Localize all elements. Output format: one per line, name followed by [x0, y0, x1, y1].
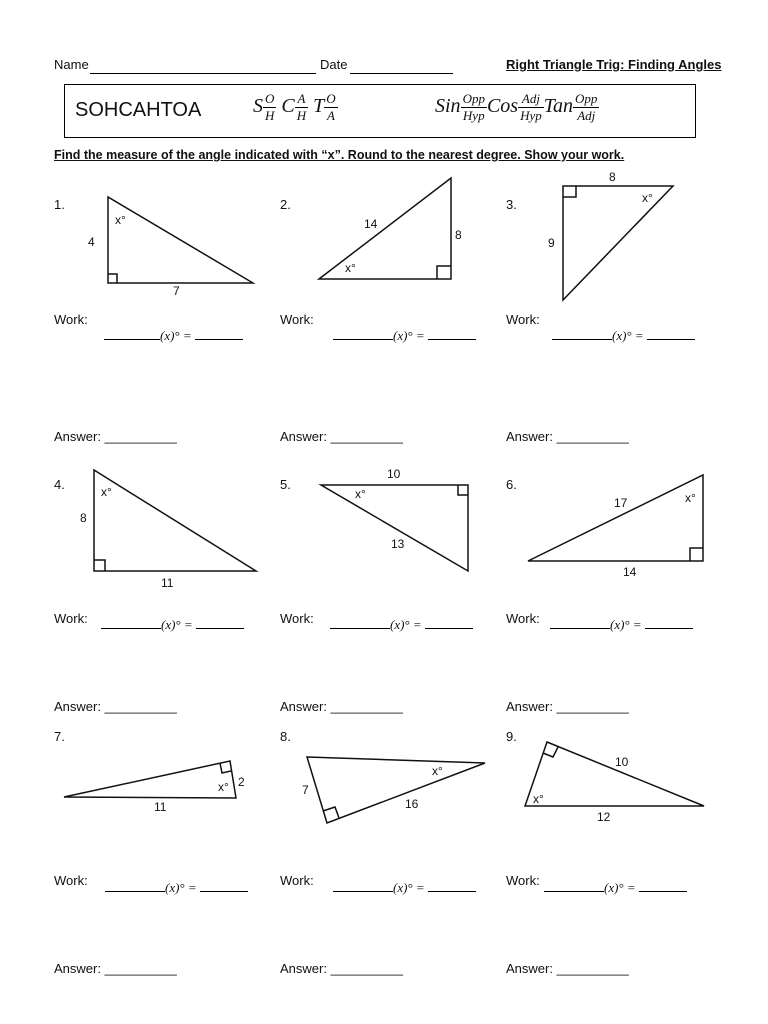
work-label: Work: [280, 611, 314, 626]
equation-text: (x)° = [161, 617, 193, 632]
short-letter-s: S [253, 95, 263, 118]
equation-text: (x)° = [610, 617, 642, 632]
numerator: A [295, 91, 308, 108]
triangle-7 [64, 761, 236, 798]
work-equation [101, 617, 244, 633]
trig-function-blank[interactable] [104, 338, 160, 340]
triangle-label: x° [642, 191, 653, 205]
numerator: Opp [462, 91, 485, 106]
answer-blank[interactable]: __________ [104, 429, 177, 444]
long-word-sin: Sin [435, 95, 461, 118]
problem-number: 8. [280, 729, 291, 744]
triangle-5 [321, 485, 468, 571]
answer-label: Answer: [506, 699, 553, 714]
answer-field[interactable] [506, 429, 629, 444]
triangle-1 [108, 197, 253, 283]
triangle-label: 8 [455, 228, 462, 242]
equation-text: (x)° = [165, 880, 197, 895]
answer-blank[interactable]: __________ [556, 961, 629, 976]
numerator: O [265, 91, 275, 106]
triangle-8 [307, 757, 485, 823]
triangle-label: x° [101, 485, 112, 499]
right-angle-marker [458, 485, 468, 495]
answer-field[interactable] [280, 699, 403, 714]
triangle-2 [319, 178, 451, 279]
trig-function-blank[interactable] [333, 890, 393, 892]
sohcahtoa-word: SOHCAHTOA [75, 99, 202, 121]
worksheet-title: Right Triangle Trig: Finding Angles [506, 57, 722, 72]
denominator: Adj [577, 108, 596, 123]
work-label: Work: [506, 611, 540, 626]
right-angle-marker [563, 186, 576, 197]
answer-field[interactable] [506, 961, 629, 976]
triangle-label: 13 [391, 537, 405, 551]
triangle-9 [525, 742, 704, 806]
triangle-label: 8 [609, 170, 616, 184]
triangle-3 [563, 186, 673, 300]
short-letter-t: T [313, 95, 325, 118]
triangle-label: 8 [80, 511, 87, 525]
numerator: Opp [575, 91, 598, 106]
right-angle-marker [220, 763, 231, 773]
triangle-label: 7 [173, 284, 180, 298]
right-angle-marker [690, 548, 703, 561]
equation-text: (x)° = [604, 880, 636, 895]
work-equation [330, 617, 473, 633]
triangle-label: 11 [154, 800, 167, 814]
long-word-cos: Cos [486, 95, 519, 118]
equation-text: (x)° = [393, 880, 425, 895]
ratio-blank[interactable] [200, 890, 248, 892]
work-equation [333, 880, 476, 896]
triangle-label: x° [355, 487, 366, 501]
denominator: A [326, 108, 335, 123]
triangle-label: 14 [623, 565, 637, 579]
answer-field[interactable] [280, 429, 403, 444]
work-equation [105, 880, 248, 896]
trig-function-blank[interactable] [544, 890, 604, 892]
trig-function-blank[interactable] [552, 338, 612, 340]
ratio-blank[interactable] [196, 627, 244, 629]
work-label: Work: [54, 873, 88, 888]
problem-number: 3. [506, 197, 517, 212]
trig-function-blank[interactable] [330, 627, 390, 629]
right-angle-marker [108, 274, 117, 283]
problem-number: 2. [280, 197, 291, 212]
denominator: Hyp [462, 108, 485, 123]
answer-label: Answer: [280, 961, 327, 976]
equation-text: (x)° = [612, 328, 644, 343]
work-equation [104, 328, 243, 344]
answer-label: Answer: [506, 429, 553, 444]
answer-label: Answer: [54, 429, 101, 444]
answer-field[interactable] [54, 429, 177, 444]
work-equation [552, 328, 695, 344]
work-equation [333, 328, 476, 344]
instructions: Find the measure of the angle indicated with “x”. Round to the nearest degree. Show your work. [54, 148, 625, 162]
equation-text: (x)° = [390, 617, 422, 632]
problem-number: 1. [54, 197, 65, 212]
work-label: Work: [280, 312, 314, 327]
answer-label: Answer: [54, 699, 101, 714]
triangle-label: 17 [614, 496, 628, 510]
triangle-label: x° [533, 792, 544, 806]
trig-function-blank[interactable] [550, 627, 610, 629]
answer-field[interactable] [54, 961, 177, 976]
denominator: H [296, 108, 307, 123]
ratio-blank[interactable] [428, 890, 476, 892]
triangle-label: 14 [364, 217, 378, 231]
work-equation [550, 617, 693, 633]
triangle-label: x° [345, 261, 356, 275]
answer-label: Answer: [280, 699, 327, 714]
triangle-label: 2 [238, 775, 245, 789]
trig-function-blank[interactable] [333, 338, 393, 340]
triangle-label: 7 [302, 783, 309, 797]
trig-function-blank[interactable] [101, 627, 161, 629]
equation-text: (x)° = [160, 328, 192, 343]
problem-number: 5. [280, 477, 291, 492]
problem-number: 6. [506, 477, 517, 492]
answer-blank[interactable]: __________ [104, 699, 177, 714]
ratio-blank[interactable] [647, 338, 695, 340]
trig-function-blank[interactable] [105, 890, 165, 892]
ratio-blank[interactable] [428, 338, 476, 340]
denominator: Hyp [520, 108, 542, 123]
answer-blank[interactable]: __________ [330, 699, 403, 714]
right-angle-marker [94, 560, 105, 571]
ratio-blank[interactable] [195, 338, 243, 340]
answer-label: Answer: [506, 961, 553, 976]
answer-blank[interactable]: __________ [330, 429, 403, 444]
answer-label: Answer: [54, 961, 101, 976]
numerator: Adj [518, 91, 544, 108]
work-label: Work: [506, 873, 540, 888]
work-equation [544, 880, 687, 896]
work-label: Work: [280, 873, 314, 888]
triangle-label: 16 [405, 797, 419, 811]
triangle-label: x° [432, 764, 443, 778]
date-label: Date [320, 57, 348, 72]
answer-field[interactable] [506, 699, 629, 714]
work-label: Work: [54, 611, 88, 626]
answer-label: Answer: [280, 429, 327, 444]
triangle-label: x° [218, 780, 229, 794]
triangle-label: 10 [615, 755, 629, 769]
answer-blank[interactable]: __________ [556, 429, 629, 444]
triangle-label: 4 [88, 235, 95, 249]
triangle-label: 11 [161, 576, 174, 590]
answer-blank[interactable]: __________ [104, 961, 177, 976]
name-label: Name [54, 57, 89, 72]
triangle-label: 10 [387, 467, 401, 481]
work-label: Work: [54, 312, 88, 327]
triangle-label: 12 [597, 810, 611, 824]
problem-number: 4. [54, 477, 65, 492]
answer-blank[interactable]: __________ [556, 699, 629, 714]
answer-field[interactable] [280, 961, 403, 976]
work-label: Work: [506, 312, 540, 327]
ratio-blank[interactable] [425, 627, 473, 629]
problem-number: 9. [506, 729, 517, 744]
ratio-blank[interactable] [645, 627, 693, 629]
short-letter-c: C [281, 95, 295, 118]
numerator: O [326, 91, 336, 106]
triangle-label: x° [685, 491, 696, 505]
answer-field[interactable] [54, 699, 177, 714]
long-word-tan: Tan [543, 95, 574, 118]
triangle-label: 9 [548, 236, 555, 250]
triangle-4 [94, 470, 256, 571]
problem-number: 7. [54, 729, 65, 744]
ratio-blank[interactable] [639, 890, 687, 892]
triangle-label: x° [115, 213, 126, 227]
answer-blank[interactable]: __________ [330, 961, 403, 976]
right-angle-marker [437, 266, 451, 279]
triangle-6 [528, 475, 703, 561]
denominator: H [265, 108, 275, 123]
equation-text: (x)° = [393, 328, 425, 343]
